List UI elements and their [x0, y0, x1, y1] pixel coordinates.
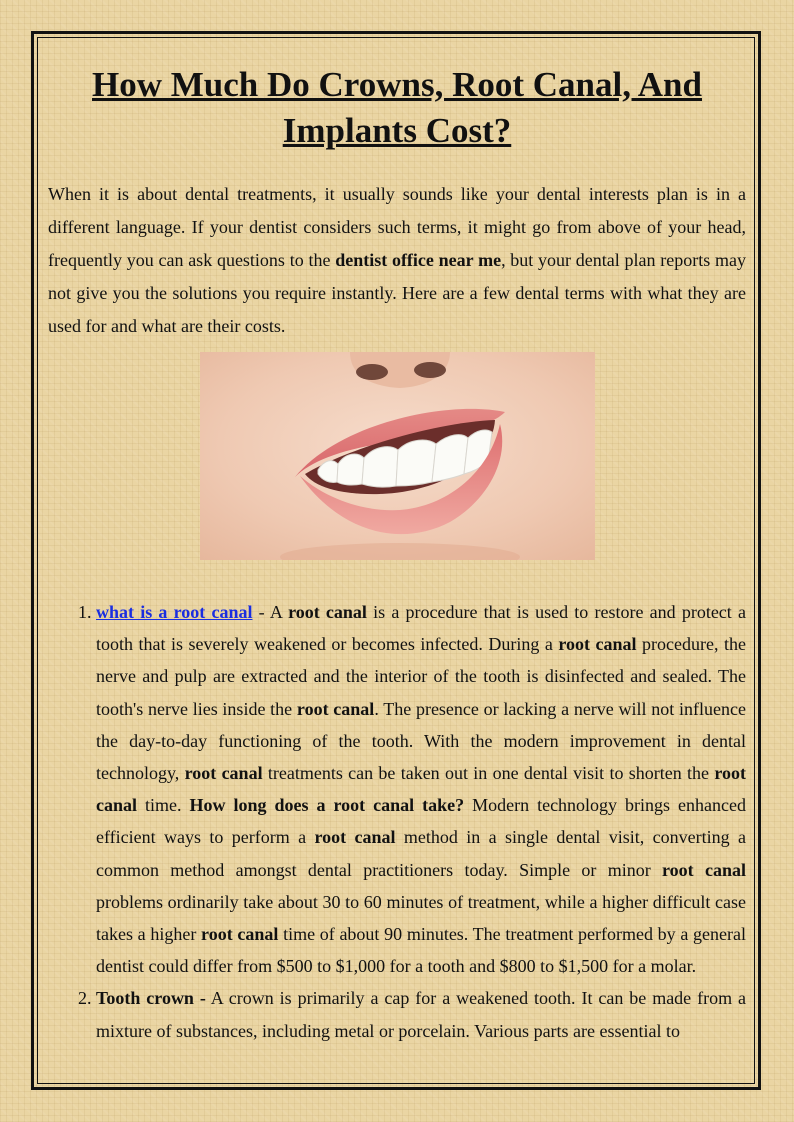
list-item: [96, 596, 746, 982]
item-text: treatments can be taken out in one dental visit to shorten the: [262, 763, 715, 784]
intro-paragraph: [48, 178, 746, 343]
item-keyword: root canal: [314, 827, 396, 848]
smile-photo: [200, 352, 595, 560]
root-canal-link[interactable]: what is a root canal: [96, 602, 253, 622]
item-text: - A: [252, 602, 289, 622]
intro-keyword: dentist office near me: [335, 250, 502, 270]
item-text: time.: [137, 795, 190, 816]
item-keyword: root canal: [662, 859, 746, 880]
item-text: . The presence or lacking a nerve will not influence the day-to-day functioning of the tooth. With the modern improvement in dental technology,: [96, 698, 746, 784]
item-text: Modern technology brings enhanced efficient ways to perform a: [96, 795, 746, 848]
item-keyword: root canal: [296, 698, 375, 719]
intro-text-1: When it is about dental treatments, it usually sounds like your dental interests plan is in a different language. If your dentist considers such terms, it might go from above of your head, frequently you can ask questions to the: [48, 184, 746, 270]
item-text: A crown is primarily a cap for a weakened tooth. It can be made from a mixture of substances, including metal or porcelain. Various parts are essential to: [96, 988, 747, 1041]
item-keyword: root canal: [96, 763, 746, 816]
intro-text-2: , but your dental plan reports may not give you the solutions you require instantly. Here are a few dental terms with what they are used for and what are their costs.: [48, 250, 746, 336]
item-text: method in a single dental visit, converting a common method amongst dental practitioners today. Simple or minor: [96, 827, 746, 880]
item-keyword: root canal: [184, 763, 263, 784]
page-title: How Much Do Crowns, Root Canal, And Implants Cost?: [92, 65, 702, 150]
item-text: procedure, the nerve and pulp are extracted and the interior of the tooth is disinfected and sealed. The tooth's nerve lies inside the: [96, 634, 746, 719]
item-text: is a procedure that is used to restore and protect a tooth that is severely weakened or becomes infected. During a: [96, 602, 746, 655]
item-keyword: root canal: [288, 602, 367, 622]
item-text: time of about 90 minutes. The treatment performed by a general dentist could differ from $500 to $1,000 for a tooth and $800 to $1,500 for a molar.: [96, 924, 746, 977]
item-keyword: How long does a root canal take?: [189, 795, 465, 816]
item-keyword: root canal: [558, 634, 637, 655]
cost-list: [48, 596, 746, 1047]
item-keyword: root canal: [201, 924, 279, 945]
document-content: [48, 62, 746, 1047]
list-item: [96, 982, 746, 1046]
item-keyword: Tooth crown -: [96, 988, 206, 1009]
item-text: problems ordinarily take about 30 to 60 minutes of treatment, while a higher difficult case takes a higher: [96, 891, 746, 945]
